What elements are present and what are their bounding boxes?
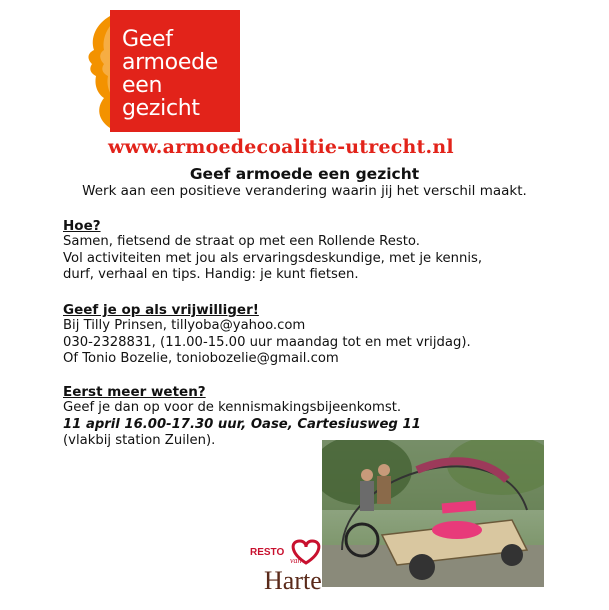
vrijwilliger-line-1: Bij Tilly Prinsen, tillyoba@yahoo.com: [63, 318, 306, 333]
subtitle: Werk aan een positieve verandering waarin jij het verschil maakt.: [82, 183, 527, 199]
meer-line-3: (vlakbij station Zuilen).: [63, 433, 216, 448]
logo-text: [122, 28, 218, 120]
vrijwilliger-line-2: 030-2328831, (11.00-15.00 uur maandag tot en met vrijdag).: [63, 334, 471, 350]
main-title: Geef armoede een gezicht: [189, 165, 420, 183]
resto-mid: van: [290, 556, 302, 565]
heading-meer-weten: Eerst meer weten?: [63, 384, 206, 400]
heading-vrijwilliger: Geef je op als vrijwilliger!: [63, 302, 259, 318]
logo-line-1: Geef: [122, 27, 173, 52]
logo-line-3: een: [122, 73, 163, 98]
logo-line-2: armoede: [122, 50, 218, 75]
hoe-line-2: Vol activiteiten met jou als ervaringsdeskundige, met je kennis,: [63, 250, 483, 266]
resto-van-harte-logo: [242, 533, 332, 593]
vrijwilliger-text: [63, 318, 471, 368]
meer-line-1: Geef je dan op voor de kennismakingsbijeenkomst.: [63, 400, 402, 415]
logo-line-4: gezicht: [122, 96, 200, 121]
hoe-text: [63, 234, 482, 284]
hoe-line-1: Samen, fietsend de straat op met een Rollende Resto.: [63, 234, 420, 249]
meer-line-2-date: 11 april 16.00-17.30 uur, Oase, Cartesiusweg 11: [63, 416, 421, 432]
armoede-logo: [76, 10, 240, 132]
hoe-line-3: durf, verhaal en tips. Handig: je kunt fietsen.: [63, 267, 359, 282]
resto-top: RESTO: [250, 547, 285, 558]
resto-bottom: Harte: [264, 566, 322, 593]
photo-bicycle-resto: [322, 440, 544, 587]
vrijwilliger-line-3: Of Tonio Bozelie, toniobozelie@gmail.com: [63, 351, 339, 366]
heading-hoe: Hoe?: [63, 218, 101, 234]
website-url[interactable]: www.armoedecoalitie-utrecht.nl: [108, 136, 454, 158]
